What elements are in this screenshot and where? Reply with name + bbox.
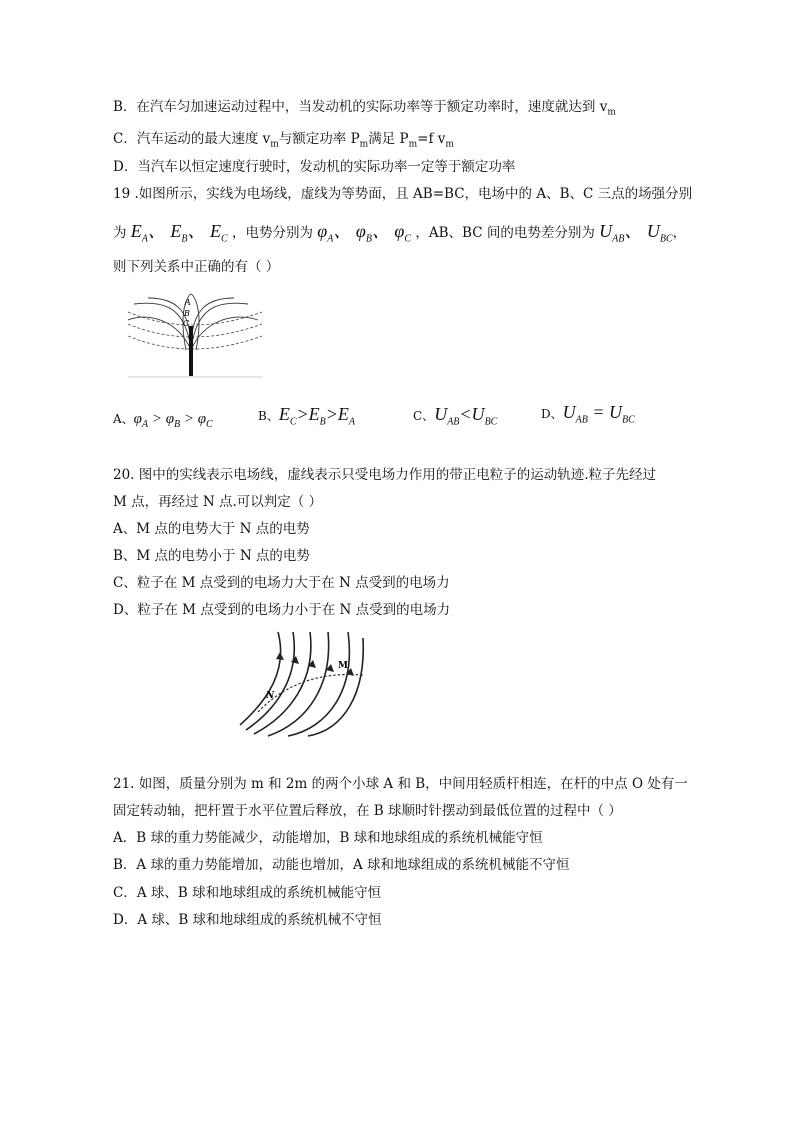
q20-option-c: C、粒子在 M 点受到的电场力大于在 N 点受到的电场力 — [113, 575, 450, 591]
q21-stem-line1: 21. 如图，质量分别为 m 和 2m 的两个小球 A 和 B，中间用轻质杆相连，在杆的中点 O 处有一 — [113, 776, 688, 792]
q18-option-d: D．当汽车以恒定速度行驶时，发动机的实际功率一定等于额定功率 — [113, 159, 516, 175]
q20-stem-line2: M 点，再经过 N 点.可以判定（ ） — [113, 494, 323, 510]
q21-option-c: C．A 球、B 球和地球组成的系统机械能守恒 — [113, 885, 382, 901]
q19-stem-line1: 19 .如图所示，实线为电场线，虚线为等势面，且 AB=BC，电场中的 A、B、C 三点的场强分别 — [113, 186, 693, 202]
q19-option-a: A、$\varphi_A > \varphi_B > \varphi_C$ — [113, 411, 213, 430]
q21-stem-line2: 固定转动轴，把杆置于水平位置后释放，在 B 球顺时针摆动到最低位置的过程中（ ） — [113, 803, 622, 819]
q20-option-d: D、粒子在 M 点受到的电场力小于在 N 点受到的电场力 — [113, 602, 451, 618]
q20-option-a: A、M 点的电势大于 N 点的电势 — [113, 521, 310, 537]
q19-option-c: C、$U_{AB}<U_{BC}$ — [413, 404, 498, 428]
q19-stem-line3: 则下列关系中正确的有（ ） — [113, 259, 280, 275]
fig-label-a: A — [185, 298, 191, 307]
q20-option-b: B、M 点的电势小于 N 点的电势 — [113, 548, 310, 564]
q19-option-b: B、$E_C>E_B>E_A$ — [258, 404, 356, 428]
q20-field-figure — [238, 630, 368, 738]
q19-field-figure — [128, 290, 262, 378]
potential-difference-symbols: $U_{AB}$、 $U_{BC}$ — [599, 221, 673, 245]
fig-label-m: M — [338, 661, 348, 671]
potential-symbols: $\varphi_A$、 $\varphi_B$、 $\varphi_C$ — [317, 221, 412, 245]
q21-option-b: B．A 球的重力势能增加，动能也增加，A 球和地球组成的系统机械能不守恒 — [113, 857, 570, 873]
field-strength-symbols: $E_A$、 $E_B$、 $E_C$ — [130, 221, 228, 245]
q21-option-d: D．A 球、B 球和地球组成的系统机械不守恒 — [113, 912, 382, 928]
q19-stem-line2: 为 $E_A$、 $E_B$、 $E_C$ ，电势分别为 $\varphi_A$、 $\varphi_B$、 $\varphi_C$ ，AB、BC 间的电势差分别为 $U_{AB}$、 $U_{BC}$， — [113, 221, 687, 245]
q18-option-b: B．在汽车匀加速运动过程中，当发动机的实际功率等于额定功率时，速度就达到 $v_m$ — [113, 99, 616, 118]
q18-option-c: C．汽车运动的最大速度 $v_m$与额定功率 $P_m$满足 $P_m=f$ $v_m$ — [113, 131, 454, 150]
fig-label-c: C — [183, 319, 190, 328]
q20-stem-line1: 20. 图中的实线表示电场线，虚线表示只受电场力作用的带正电粒子的运动轨迹.粒子先经过 — [113, 467, 657, 483]
fig-label-b: B — [184, 309, 190, 318]
fig-label-n: N — [266, 691, 275, 701]
q19-option-d: D、$U_{AB} = U_{BC}$ — [541, 402, 635, 426]
q21-option-a: A．B 球的重力势能减少，动能增加，B 球和地球组成的系统机械能守恒 — [113, 830, 543, 846]
